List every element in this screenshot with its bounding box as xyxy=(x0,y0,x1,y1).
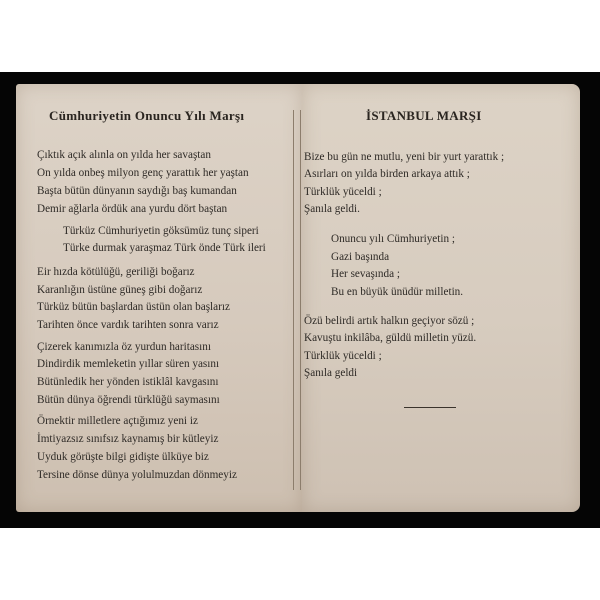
page-fold xyxy=(293,110,301,490)
left-line: Uyduk görüşte bilgi gidişte ülküye biz xyxy=(37,451,209,463)
left-line: Tarihten önce vardık tarihten sonra varız xyxy=(37,319,219,331)
left-line: İmtiyazsız sınıfsız kaynamış bir kütleyiz xyxy=(37,433,219,445)
right-line: Bu en büyük ünüdür milletin. xyxy=(331,286,464,298)
right-line: Kavuştu inkilâba, güldü milletin yüzü. xyxy=(304,332,477,344)
left-line: Dindirdik memleketin yıllar süren yasını xyxy=(37,358,220,370)
right-title: İSTANBUL MARŞI xyxy=(366,108,482,123)
left-line: Karanlığın üstüne güneş gibi doğarız xyxy=(37,284,203,296)
left-line: Tersine dönse dünya yolulmuzdan dönmeyiz xyxy=(37,469,237,481)
right-line: Asırları on yılda birden arkaya attık ; xyxy=(304,168,470,180)
left-title: Cümhuriyetin Onuncu Yılı Marşı xyxy=(49,108,245,123)
right-line: Türklük yüceldi ; xyxy=(304,186,382,198)
end-divider xyxy=(404,407,456,408)
right-line: Şanıla geldi xyxy=(304,367,358,379)
left-line: Bütün dünya öğrendi türklüğü saymasını xyxy=(37,394,220,406)
left-line: Eir hızda kötülüğü, geriliği boğarız xyxy=(37,266,195,278)
right-line: Şanıla geldi. xyxy=(304,203,360,215)
left-line: Örnektir milletlere açtığımız yeni iz xyxy=(37,415,198,427)
left-line: Türke durmak yaraşmaz Türk önde Türk ileri xyxy=(63,242,266,254)
left-line: Bütünledik her yönden istiklâl kavgasını xyxy=(37,376,219,388)
right-line: Bize bu gün ne mutlu, yeni bir yurt yarattık ; xyxy=(304,151,505,163)
right-line: Onuncu yılı Cümhuriyetin ; xyxy=(331,233,455,245)
left-line: Türküz bütün başlardan üstün olan başlarız xyxy=(37,301,230,313)
right-line: Özü belirdi artık halkın geçiyor sözü ; xyxy=(304,315,475,327)
left-line: Çizerek kanımızla öz yurdun haritasını xyxy=(37,341,211,353)
right-line: Türklük yüceldi ; xyxy=(304,350,382,362)
left-line: Demir ağlarla ördük ana yurdu dört baştan xyxy=(37,203,228,215)
left-line: Başta bütün dünyanın saydığı baş kumandan xyxy=(37,185,237,197)
left-line: Türküz Cümhuriyetin göksümüz tunç siperi xyxy=(63,225,259,237)
left-line: On yılda onbeş milyon genç yarattık her yaştan xyxy=(37,167,249,179)
left-line: Çıktık açık alınla on yılda her savaştan xyxy=(37,149,211,161)
right-line: Her sevaşında ; xyxy=(331,268,400,280)
right-line: Gazi başında xyxy=(331,251,390,263)
